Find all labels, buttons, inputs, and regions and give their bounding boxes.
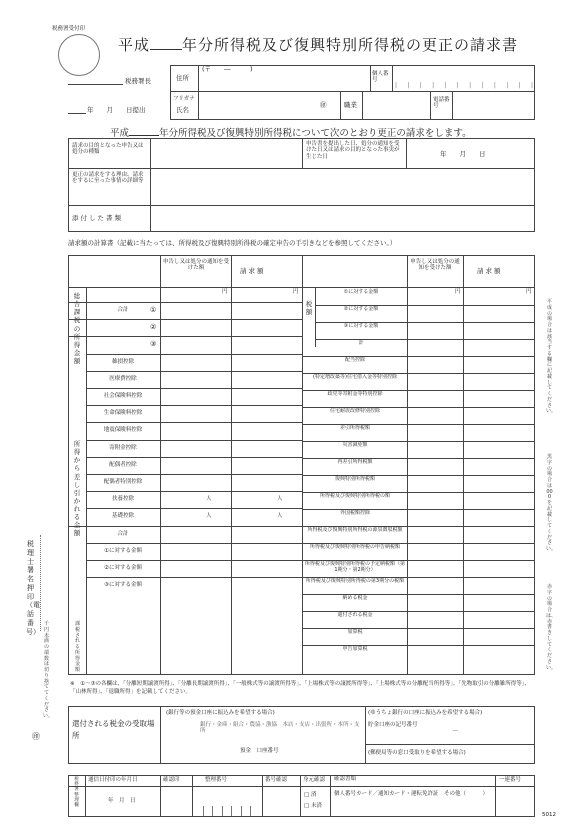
right-declared-amount-field[interactable]	[409, 629, 461, 644]
right-declared-amount-field[interactable]	[409, 289, 461, 304]
tax-accountant-separator	[40, 535, 41, 631]
right-requested-amount-field[interactable]	[465, 374, 533, 389]
left-row-label: ①に対する金額	[104, 547, 142, 554]
right-requested-amount-field[interactable]	[465, 425, 533, 440]
deposit-account-field[interactable]: 預金 口座番号	[240, 748, 279, 754]
form-code: 5012	[542, 812, 556, 818]
right-row-label: 住宅耐震改修特別控除	[329, 408, 380, 414]
left-row-label: 配偶者控除	[109, 461, 137, 468]
right-declared-amount-field[interactable]	[409, 476, 461, 491]
right-row-label: 所得税及び復興特別所得税の予定納税額（第1期分・第2期分）	[305, 561, 406, 573]
right-declared-amount-field[interactable]	[409, 595, 461, 610]
bank-sub-label[interactable]: 銀行・金庫・組合・農協・漁協 本店・支店・出張所・本所・支所	[200, 722, 360, 735]
right-declared-amount-field[interactable]	[409, 340, 461, 355]
reason-label: 更正の請求をする理由、請求をするに至った事情の詳細等	[72, 172, 144, 185]
left-row-label: 生命保険料控除	[103, 410, 143, 417]
left-declared-amount-field[interactable]	[162, 355, 229, 370]
verification-doc-options[interactable]: 個人番号カード／通知カード・運転免許証 その他（ ）	[334, 791, 489, 797]
left-declared-amount-field[interactable]	[162, 475, 229, 490]
individual-number-field[interactable]: | | | | | | | | | | | |	[395, 82, 533, 89]
identity-unchecked-checkbox[interactable]: □ 未済	[304, 803, 322, 809]
right-col-header-declared: 申告し又は処分の通知を受けた額	[410, 259, 460, 272]
right-declared-amount-field[interactable]	[409, 561, 461, 576]
left-requested-amount-field[interactable]	[233, 458, 300, 473]
left-requested-amount-field[interactable]	[233, 441, 300, 456]
right-row-label: 災害減免額	[342, 442, 368, 448]
right-row-label: 所得税及び復興特別所得税の第3期分の税額	[305, 578, 405, 584]
left-yen-unit-2: 円	[293, 289, 299, 295]
right-requested-amount-field[interactable]	[465, 510, 533, 525]
left-col-header-declared: 申告し又は処分の通知を受けた額	[163, 259, 230, 272]
left-requested-amount-field[interactable]	[233, 320, 300, 335]
right-declared-amount-field[interactable]	[409, 578, 461, 593]
left-declared-amount-field[interactable]	[162, 561, 229, 576]
date-stamp-field[interactable]: 年 月 日	[108, 798, 136, 804]
right-requested-amount-field[interactable]	[465, 476, 533, 491]
reception-stamp-circle	[58, 34, 100, 76]
reference-number-field[interactable]	[194, 806, 260, 816]
left-requested-amount-field[interactable]	[233, 509, 300, 524]
right-declared-amount-field[interactable]	[409, 357, 461, 372]
right-requested-amount-field[interactable]	[465, 408, 533, 423]
documents-label: 添付した書類	[72, 214, 123, 222]
left-declared-amount-field[interactable]	[162, 458, 229, 473]
refund-label: 還付される税金の受取場所	[72, 719, 155, 740]
right-row-label: 申告加算税	[342, 646, 368, 652]
right-declared-amount-field[interactable]	[409, 527, 461, 542]
left-declared-amount-field[interactable]	[162, 337, 229, 352]
left-requested-amount-field[interactable]	[233, 475, 300, 490]
right-declared-amount-field[interactable]	[409, 442, 461, 457]
office-use-label: 税務署整理欄	[74, 777, 79, 808]
right-declared-amount-field[interactable]	[409, 323, 461, 338]
post-account-field[interactable]: －	[452, 727, 459, 735]
office-suffix: 税務署長	[125, 77, 151, 85]
occupation-label: 職業	[344, 101, 357, 109]
left-declared-amount-field[interactable]	[162, 320, 229, 335]
left-requested-amount-field[interactable]	[233, 372, 300, 387]
tax-accountant-label: 税理士署名押印（電話番号）	[26, 540, 40, 636]
right-row-label: 政党等寄附金等特別控除	[327, 391, 383, 397]
person-count-unit: 人	[277, 513, 283, 520]
left-requested-amount-field[interactable]	[233, 578, 300, 593]
person-count-unit: 人	[277, 496, 283, 503]
right-row-label: ③に対する金額	[343, 323, 379, 329]
right-note-1: 平成の場合は該当する欄に記載してください。	[546, 299, 557, 415]
right-row-label: 納める税金	[342, 595, 368, 601]
right-requested-amount-field[interactable]	[465, 357, 533, 372]
left-requested-amount-field[interactable]	[233, 303, 300, 318]
right-row-label: 再差引所得税額	[337, 459, 373, 465]
right-row-label: 所得税及び復興特別所得税の額	[319, 493, 390, 499]
left-row-label: ③に対する金額	[104, 582, 142, 589]
left-declared-amount-field[interactable]	[162, 544, 229, 559]
right-row-label: 配当控除	[344, 357, 365, 363]
right-requested-amount-field[interactable]	[465, 442, 533, 457]
right-declared-amount-field[interactable]	[409, 425, 461, 440]
right-row-label: 差引所得税額	[339, 425, 370, 431]
left-row-label: 医療費控除	[109, 375, 137, 382]
right-declared-amount-field[interactable]	[409, 544, 461, 559]
documents-field[interactable]	[152, 207, 533, 230]
right-requested-amount-field[interactable]	[465, 391, 533, 406]
check-seal-header: 確認印	[163, 777, 180, 783]
left-yen-unit-1: 円	[222, 289, 228, 295]
left-requested-amount-field[interactable]	[233, 561, 300, 576]
left-requested-amount-field[interactable]	[233, 355, 300, 370]
right-yen-unit-2: 円	[526, 289, 532, 295]
right-requested-amount-field[interactable]	[465, 561, 533, 576]
row-mark: ①	[150, 306, 157, 314]
serial-number-header: 一連番号	[499, 777, 522, 783]
left-row-label: 合計	[117, 530, 129, 537]
seal-icon: ㊞	[320, 101, 327, 109]
right-requested-amount-field[interactable]	[465, 340, 533, 355]
reference-number-header: 整理番号	[205, 777, 228, 783]
stamp-label: 税務署受付印	[52, 26, 86, 32]
person-count-unit: 人	[206, 513, 212, 520]
left-rounding-note: 千円未満の端数は切り捨ててください。	[43, 621, 54, 719]
group-deductions-label: 所得から差し引かれる金額	[73, 440, 81, 538]
right-row-label: 加算税	[347, 629, 363, 635]
right-declared-amount-field[interactable]	[409, 374, 461, 389]
right-declared-amount-field[interactable]	[409, 459, 461, 474]
right-row-label: 復興特別所得税額	[334, 476, 375, 482]
form-title: 平成 年分所得税及び復興特別所得税の更正の請求書	[118, 36, 519, 54]
date-question-label: 申告書を提出した日、処分の通知を受けた日又は請求の目的となった事実が生じた日	[306, 141, 400, 160]
left-row-label: ②に対する金額	[104, 565, 142, 571]
right-requested-amount-field[interactable]	[465, 459, 533, 474]
original-filing-label: 請求の目的となった申告又は処分の種類	[72, 143, 144, 156]
right-col-header-requested: 請求額	[477, 267, 503, 275]
left-declared-amount-field[interactable]	[162, 527, 229, 542]
right-row-label: ②に対する金額	[343, 306, 379, 312]
calc-heading: 請求額の計算書（記載に当たっては、所得税及び復興特別所得税の確定申告の手引きなどを参照してください。）	[68, 239, 397, 247]
date-stamp-header: 通信日付印の年月日	[88, 777, 138, 783]
right-requested-amount-field[interactable]	[465, 323, 533, 338]
right-yen-unit-1: 円	[455, 289, 461, 295]
left-declared-amount-field[interactable]	[162, 492, 229, 507]
individual-number-label: 個人番号	[372, 71, 389, 84]
left-requested-amount-field[interactable]	[233, 492, 300, 507]
date-year-field[interactable]	[68, 113, 86, 114]
left-declared-amount-field[interactable]	[162, 303, 229, 318]
left-declared-amount-field[interactable]	[162, 389, 229, 404]
right-declared-amount-field[interactable]	[409, 408, 461, 423]
left-row-label: 社会保険料控除	[103, 393, 143, 399]
name-label: 氏名	[176, 106, 189, 114]
left-row-label: 合計	[117, 307, 129, 313]
statement-line: 平成 年分所得税及び復興特別所得税について次のとおり更正の請求をします。	[110, 128, 472, 139]
postal-code-field[interactable]: (〒 ― )	[202, 65, 253, 73]
right-requested-amount-field[interactable]	[465, 527, 533, 542]
accountant-seal-icon: ㊞	[32, 732, 40, 741]
left-requested-amount-field[interactable]	[233, 527, 300, 542]
right-row-label: 外国税額控除	[339, 510, 370, 516]
office-field[interactable]	[68, 84, 123, 85]
right-declared-amount-field[interactable]	[409, 306, 461, 321]
reason-field[interactable]	[152, 170, 533, 203]
right-note-2: 黒字の場合は000を記載してください。	[546, 454, 557, 552]
address-label: 住所	[176, 74, 189, 82]
row-mark: ③	[150, 340, 157, 349]
right-declared-amount-field[interactable]	[409, 646, 461, 661]
right-row-label: 計	[358, 340, 364, 346]
left-row-label: 雑損控除	[111, 358, 134, 365]
person-count-unit: 人	[206, 496, 212, 503]
left-declared-amount-field[interactable]	[162, 423, 229, 438]
left-requested-amount-field[interactable]	[233, 389, 300, 404]
left-declared-amount-field[interactable]	[162, 441, 229, 456]
group-income-label: 総合課税の所得金額	[73, 292, 81, 365]
right-declared-amount-field[interactable]	[409, 612, 461, 627]
right-declared-amount-field[interactable]	[409, 510, 461, 525]
right-row-label: (特定増改築等)住宅借入金等特別控除	[313, 374, 397, 380]
left-requested-amount-field[interactable]	[233, 337, 300, 352]
left-declared-amount-field[interactable]	[162, 509, 229, 524]
right-requested-amount-field[interactable]	[465, 306, 533, 321]
submission-date-label: 年 月 日提出	[87, 106, 146, 114]
right-note-3: 赤字の場合は、赤書きしてください。	[546, 584, 557, 671]
number-check-header: 番号確認	[265, 777, 288, 783]
right-requested-amount-field[interactable]	[465, 289, 533, 304]
right-row-label: 還付される税金	[337, 612, 373, 618]
right-requested-amount-field[interactable]	[465, 629, 533, 644]
right-requested-amount-field[interactable]	[465, 646, 533, 661]
phone-label: 電話番号	[433, 97, 450, 110]
right-row-label: ①に対する金額	[343, 289, 379, 295]
event-date-field[interactable]: 年 月 日	[440, 150, 486, 158]
right-requested-amount-field[interactable]	[465, 595, 533, 610]
left-declared-amount-field[interactable]	[162, 406, 229, 421]
right-declared-amount-field[interactable]	[409, 493, 461, 508]
identity-checked-checkbox[interactable]: □ 済	[304, 792, 317, 798]
bank-header: (銀行等の預金口座に振込みを希望する場合)	[166, 710, 275, 716]
original-filing-field[interactable]	[152, 140, 300, 166]
left-declared-amount-field[interactable]	[162, 578, 229, 593]
verification-docs-header: 確認書類	[334, 776, 357, 782]
left-requested-amount-field[interactable]	[233, 406, 300, 421]
right-declared-amount-field[interactable]	[409, 391, 461, 406]
right-row-label: 所得税及び復興特別所得税の申告納税額	[309, 544, 400, 550]
group-taxable-label: 課税される所得金額	[74, 621, 80, 673]
post-header: (ゆうちょ銀行の口座に振込みを希望する場合)	[368, 710, 483, 716]
right-requested-amount-field[interactable]	[465, 578, 533, 593]
post-window-option[interactable]: (郵便局等の窓口受取りを希望する場合)	[368, 750, 466, 756]
right-requested-amount-field[interactable]	[465, 612, 533, 627]
left-row-label: 扶養控除	[111, 496, 134, 503]
right-row-label: 所得税及び復興特別所得税の源泉徴収税額	[307, 527, 403, 533]
furigana-label: フリガナ	[173, 96, 195, 102]
left-row-label: 基礎控除	[111, 513, 134, 520]
group-tax-label: 税額	[305, 300, 313, 317]
left-row-label: 地震保険料控除	[103, 427, 143, 434]
left-col-header-requested: 請求額	[240, 267, 266, 275]
identity-check-header: 身元確認	[303, 777, 326, 783]
left-declared-amount-field[interactable]	[162, 372, 229, 387]
footnote: ※ ①～③の各欄は、「分離短期譲渡所得」、「分離長期譲渡所得」、「一般株式等の譲渡所得等」、「上場株式等の譲渡所得等」、「上場株式等の分離配当所得等」、「先物取引の分離雑所得等」、「山林所得」、「退職所得」を記載してください。	[70, 681, 530, 696]
right-requested-amount-field[interactable]	[465, 493, 533, 508]
post-account-label: 貯金口座の記号番号	[368, 722, 418, 728]
left-requested-amount-field[interactable]	[233, 544, 300, 559]
row-mark: ②	[150, 323, 157, 332]
left-row-label: 配偶者特別控除	[103, 479, 143, 485]
right-requested-amount-field[interactable]	[465, 544, 533, 559]
left-row-label: 寄附金控除	[109, 444, 137, 451]
left-requested-amount-field[interactable]	[233, 423, 300, 438]
